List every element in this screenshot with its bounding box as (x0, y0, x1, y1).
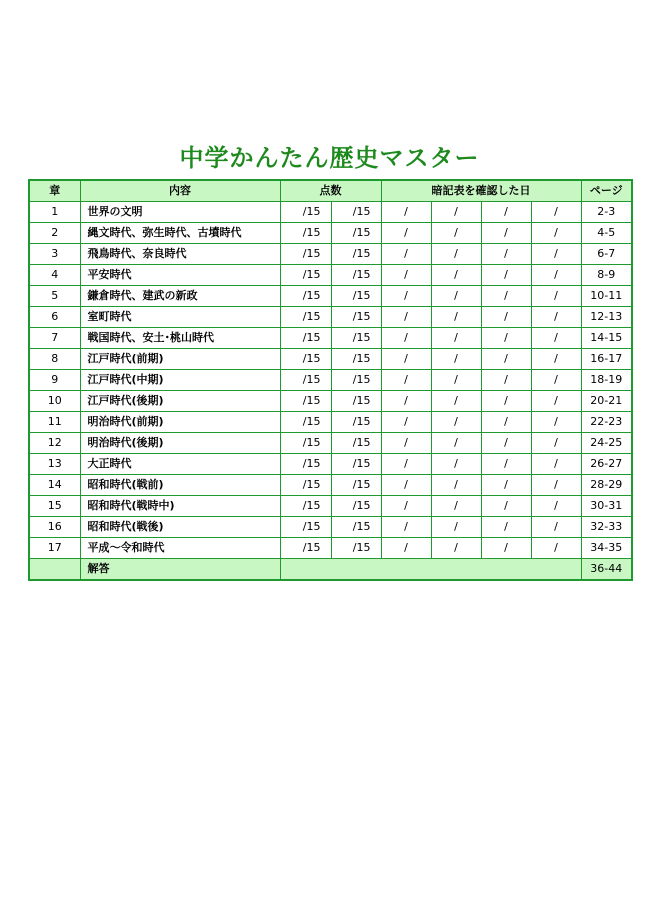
score-cell: /15 (331, 265, 381, 286)
date-cell: / (431, 517, 481, 538)
date-cell: / (531, 328, 581, 349)
score-cell: /15 (280, 496, 331, 517)
chapter-cell: 14 (29, 475, 80, 496)
score-cell: /15 (280, 370, 331, 391)
score-cell: /15 (331, 496, 381, 517)
score-cell: /15 (331, 244, 381, 265)
date-cell: / (381, 475, 431, 496)
date-cell: / (431, 286, 481, 307)
score-cell: /15 (280, 517, 331, 538)
header-chapter: 章 (29, 180, 80, 202)
date-cell: / (531, 223, 581, 244)
date-cell: / (431, 370, 481, 391)
chapter-cell: 4 (29, 265, 80, 286)
date-cell: / (481, 307, 531, 328)
score-cell: /15 (280, 265, 331, 286)
header-review-date: 暗記表を確認した日 (381, 180, 581, 202)
chapter-cell: 2 (29, 223, 80, 244)
chapter-cell: 10 (29, 391, 80, 412)
date-cell: / (531, 286, 581, 307)
score-cell: /15 (331, 349, 381, 370)
page-cell: 6-7 (581, 244, 632, 265)
page-cell: 32-33 (581, 517, 632, 538)
chapter-cell: 15 (29, 496, 80, 517)
date-cell: / (531, 244, 581, 265)
date-cell: / (531, 349, 581, 370)
date-cell: / (481, 454, 531, 475)
answer-page-cell: 36-44 (581, 559, 632, 581)
header-score: 点数 (280, 180, 381, 202)
page-cell: 24-25 (581, 433, 632, 454)
table-row (29, 307, 632, 328)
date-cell: / (481, 328, 531, 349)
score-cell: /15 (331, 391, 381, 412)
score-cell: /15 (331, 223, 381, 244)
page-cell: 20-21 (581, 391, 632, 412)
content-cell: 江戸時代(前期) (80, 349, 280, 370)
date-cell: / (481, 286, 531, 307)
answer-blank-cell (280, 559, 581, 581)
table-row (29, 349, 632, 370)
date-cell: / (481, 517, 531, 538)
date-cell: / (381, 538, 431, 559)
table-row (29, 517, 632, 538)
chapter-cell: 11 (29, 412, 80, 433)
score-cell: /15 (331, 202, 381, 223)
score-cell: /15 (331, 286, 381, 307)
content-cell: 昭和時代(戦時中) (80, 496, 280, 517)
table-row (29, 286, 632, 307)
chapter-cell: 3 (29, 244, 80, 265)
content-cell: 明治時代(後期) (80, 433, 280, 454)
score-cell: /15 (280, 454, 331, 475)
score-cell: /15 (331, 328, 381, 349)
table-row (29, 496, 632, 517)
page-cell: 22-23 (581, 412, 632, 433)
date-cell: / (431, 328, 481, 349)
table-row (29, 454, 632, 475)
score-cell: /15 (331, 475, 381, 496)
chapter-cell: 9 (29, 370, 80, 391)
date-cell: / (481, 412, 531, 433)
content-cell: 世界の文明 (80, 202, 280, 223)
score-cell: /15 (280, 328, 331, 349)
content-cell: 鎌倉時代、建武の新政 (80, 286, 280, 307)
date-cell: / (481, 223, 531, 244)
date-cell: / (481, 538, 531, 559)
date-cell: / (431, 538, 481, 559)
page-cell: 4-5 (581, 223, 632, 244)
content-cell: 江戸時代(後期) (80, 391, 280, 412)
table-row (29, 265, 632, 286)
table-row (29, 202, 632, 223)
score-cell: /15 (280, 475, 331, 496)
score-cell: /15 (280, 433, 331, 454)
score-cell: /15 (331, 412, 381, 433)
content-cell: 飛鳥時代、奈良時代 (80, 244, 280, 265)
chapter-cell: 8 (29, 349, 80, 370)
date-cell: / (381, 496, 431, 517)
date-cell: / (531, 538, 581, 559)
date-cell: / (431, 265, 481, 286)
date-cell: / (431, 475, 481, 496)
date-cell: / (531, 307, 581, 328)
date-cell: / (481, 433, 531, 454)
page-cell: 26-27 (581, 454, 632, 475)
table-row (29, 244, 632, 265)
page-cell: 10-11 (581, 286, 632, 307)
score-cell: /15 (280, 286, 331, 307)
table-row (29, 412, 632, 433)
chapter-cell: 16 (29, 517, 80, 538)
score-cell: /15 (331, 307, 381, 328)
date-cell: / (381, 370, 431, 391)
page-cell: 28-29 (581, 475, 632, 496)
page-cell: 16-17 (581, 349, 632, 370)
content-cell: 縄文時代、弥生時代、古墳時代 (80, 223, 280, 244)
date-cell: / (481, 244, 531, 265)
page-cell: 34-35 (581, 538, 632, 559)
date-cell: / (381, 454, 431, 475)
chapter-cell: 12 (29, 433, 80, 454)
table-row (29, 328, 632, 349)
answer-chapter-cell (29, 559, 80, 581)
date-cell: / (531, 391, 581, 412)
page-title: 中学かんたん歴史マスター (179, 144, 480, 172)
content-cell: 平安時代 (80, 265, 280, 286)
table-body (29, 202, 632, 581)
table-of-contents (28, 179, 633, 581)
date-cell: / (481, 370, 531, 391)
content-cell: 戦国時代、安土･桃山時代 (80, 328, 280, 349)
table-row (29, 223, 632, 244)
date-cell: / (531, 412, 581, 433)
header-content: 内容 (80, 180, 280, 202)
content-cell: 昭和時代(戦前) (80, 475, 280, 496)
date-cell: / (531, 454, 581, 475)
header-row (29, 180, 632, 202)
score-cell: /15 (280, 223, 331, 244)
date-cell: / (431, 454, 481, 475)
date-cell: / (531, 202, 581, 223)
date-cell: / (431, 496, 481, 517)
table-row (29, 391, 632, 412)
date-cell: / (381, 265, 431, 286)
date-cell: / (381, 433, 431, 454)
content-cell: 室町時代 (80, 307, 280, 328)
page-cell: 14-15 (581, 328, 632, 349)
table-row (29, 538, 632, 559)
table-row (29, 370, 632, 391)
content-cell: 明治時代(前期) (80, 412, 280, 433)
score-cell: /15 (331, 517, 381, 538)
content-cell: 昭和時代(戦後) (80, 517, 280, 538)
answer-row (29, 559, 632, 581)
page-cell: 30-31 (581, 496, 632, 517)
score-cell: /15 (331, 454, 381, 475)
chapter-cell: 7 (29, 328, 80, 349)
date-cell: / (431, 244, 481, 265)
date-cell: / (531, 475, 581, 496)
date-cell: / (431, 202, 481, 223)
date-cell: / (381, 328, 431, 349)
score-cell: /15 (280, 307, 331, 328)
chapter-cell: 6 (29, 307, 80, 328)
table-row (29, 433, 632, 454)
date-cell: / (431, 391, 481, 412)
chapter-cell: 17 (29, 538, 80, 559)
score-cell: /15 (331, 538, 381, 559)
date-cell: / (431, 433, 481, 454)
content-cell: 江戸時代(中期) (80, 370, 280, 391)
date-cell: / (531, 433, 581, 454)
header-page: ページ (581, 180, 632, 202)
date-cell: / (481, 349, 531, 370)
page-cell: 18-19 (581, 370, 632, 391)
date-cell: / (381, 202, 431, 223)
score-cell: /15 (280, 391, 331, 412)
date-cell: / (531, 265, 581, 286)
date-cell: / (381, 349, 431, 370)
content-cell: 平成～令和時代 (80, 538, 280, 559)
date-cell: / (381, 286, 431, 307)
date-cell: / (481, 202, 531, 223)
score-cell: /15 (331, 370, 381, 391)
score-cell: /15 (331, 433, 381, 454)
score-cell: /15 (280, 412, 331, 433)
date-cell: / (481, 475, 531, 496)
date-cell: / (531, 517, 581, 538)
date-cell: / (381, 223, 431, 244)
date-cell: / (481, 496, 531, 517)
chapter-cell: 13 (29, 454, 80, 475)
date-cell: / (531, 496, 581, 517)
table-row (29, 475, 632, 496)
content-cell: 大正時代 (80, 454, 280, 475)
score-cell: /15 (280, 244, 331, 265)
date-cell: / (531, 370, 581, 391)
page-cell: 2-3 (581, 202, 632, 223)
date-cell: / (431, 223, 481, 244)
date-cell: / (431, 412, 481, 433)
score-cell: /15 (280, 349, 331, 370)
answer-content-cell: 解答 (80, 559, 280, 581)
date-cell: / (381, 517, 431, 538)
chapter-cell: 1 (29, 202, 80, 223)
date-cell: / (381, 391, 431, 412)
date-cell: / (481, 391, 531, 412)
score-cell: /15 (280, 202, 331, 223)
date-cell: / (381, 307, 431, 328)
date-cell: / (381, 412, 431, 433)
page-cell: 12-13 (581, 307, 632, 328)
date-cell: / (431, 307, 481, 328)
date-cell: / (481, 265, 531, 286)
chapter-cell: 5 (29, 286, 80, 307)
page-cell: 8-9 (581, 265, 632, 286)
score-cell: /15 (280, 538, 331, 559)
date-cell: / (431, 349, 481, 370)
date-cell: / (381, 244, 431, 265)
